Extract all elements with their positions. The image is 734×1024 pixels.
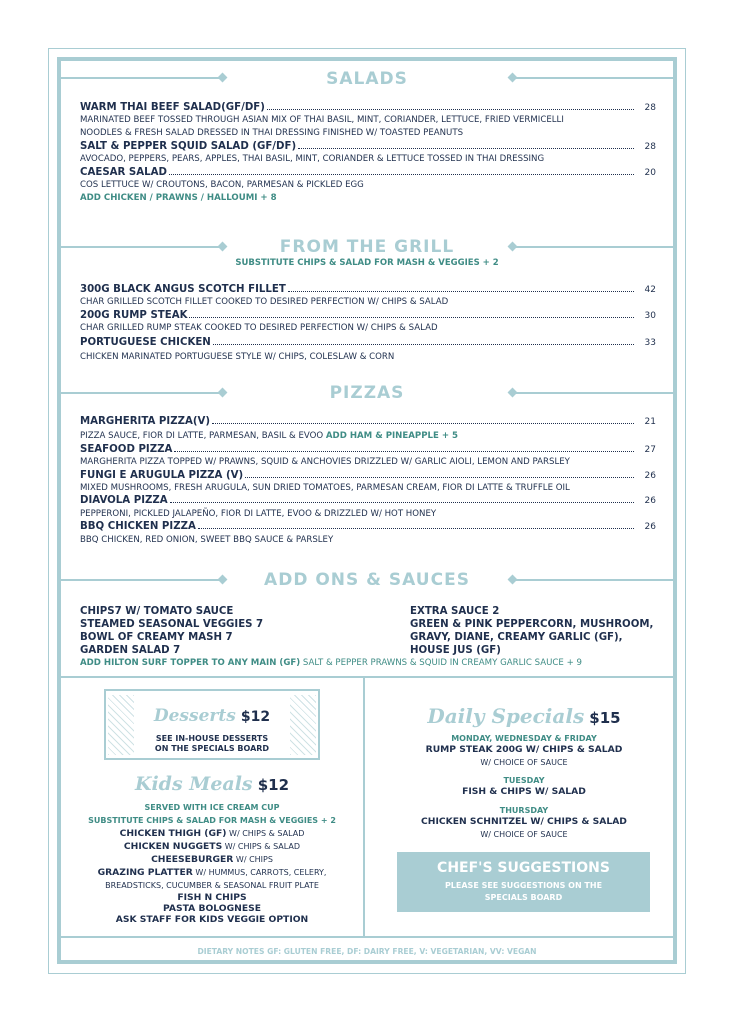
item-description: PIZZA SAUCE, FIOR DI LATTE, PARMESAN, BASIL & EVOO ADD HAM & PINEAPPLE + 5	[80, 431, 459, 441]
menu-item: FUNGI E ARUGULA PIZZA (V) 26	[80, 470, 656, 481]
addon-item: CHIPS7 W/ TOMATO SAUCE	[80, 606, 234, 617]
desserts-heading: Desserts $12	[153, 706, 271, 726]
section-title-salads: SALADS	[326, 69, 408, 89]
hatch-pattern	[290, 695, 316, 755]
special-dish: CHICKEN SCHNITZEL W/ CHIPS & SALAD	[421, 816, 627, 827]
kids-item: CHICKEN THIGH (GF) W/ CHIPS & SALAD	[119, 828, 305, 839]
box-bottom-line	[61, 936, 673, 938]
menu-item: SEAFOOD PIZZA 27	[80, 444, 656, 455]
special-day: MONDAY, WEDNESDAY & FRIDAY	[451, 734, 597, 743]
section-title-grill: FROM THE GRILL	[279, 237, 455, 257]
dietary-notes: DIETARY NOTES GF: GLUTEN FREE, DF: DAIRY FREE, V: VEGETARIAN, VV: VEGAN	[197, 947, 537, 956]
menu-item: WARM THAI BEEF SALAD(GF/DF) 28	[80, 102, 656, 113]
special-day: TUESDAY	[503, 776, 545, 785]
addon-item: GARDEN SALAD 7	[80, 645, 181, 656]
item-description: BBQ CHICKEN, RED ONION, SWEET BBQ SAUCE & PARSLEY	[80, 535, 334, 545]
item-description: CHICKEN MARINATED PORTUGUESE STYLE W/ CHIPS, COLESLAW & CORN	[80, 352, 395, 362]
kids-item: PASTA BOLOGNESE	[162, 903, 262, 914]
special-note: W/ CHOICE OF SAUCE	[480, 830, 568, 839]
sauce-item: EXTRA SAUCE 2	[410, 606, 500, 617]
kids-item: FISH N CHIPS	[177, 892, 247, 903]
special-day: THURSDAY	[499, 806, 549, 815]
item-description: PEPPERONI, PICKLED JALAPEÑO, FIOR DI LATTE, EVOO & DRIZZLED W/ HOT HONEY	[80, 509, 437, 519]
menu-item: DIAVOLA PIZZA 26	[80, 495, 656, 506]
item-description: COS LETTUCE W/ CROUTONS, BACON, PARMESAN & PICKLED EGG	[80, 180, 364, 190]
desserts-line: SEE IN-HOUSE DESSERTS	[155, 734, 269, 743]
menu-item: SALT & PEPPER SQUID SALAD (GF/DF) 28	[80, 141, 656, 152]
special-dish: FISH & CHIPS W/ SALAD	[462, 786, 586, 797]
menu-item: 200G RUMP STEAK 30	[80, 310, 656, 321]
item-description: MIXED MUSHROOMS, FRESH ARUGULA, SUN DRIED TOMATOES, PARMESAN CREAM, FIOR DI LATTE & TRUFFLE OIL	[80, 483, 570, 493]
item-description: CHAR GRILLED RUMP STEAK COOKED TO DESIRED PERFECTION W/ CHIPS & SALAD	[80, 323, 438, 333]
kids-item: GRAZING PLATTER W/ HUMMUS, CARROTS, CELERY,	[97, 867, 327, 878]
sauce-item: GRAVY, DIANE, CREAMY GARLIC (GF),	[410, 632, 623, 643]
menu-item: BBQ CHICKEN PIZZA 26	[80, 521, 656, 532]
addon-item: STEAMED SEASONAL VEGGIES 7	[80, 619, 264, 630]
kids-note: SERVED WITH ICE CREAM CUP	[144, 803, 280, 812]
chef-title: CHEF'S SUGGESTIONS	[437, 860, 610, 876]
menu-item: CAESAR SALAD 20	[80, 167, 656, 178]
kids-item: CHEESEBURGER W/ CHIPS	[151, 854, 273, 865]
salad-addon: ADD CHICKEN / PRAWNS / HALLOUMI + 8	[80, 193, 277, 203]
box-divider-vertical	[363, 676, 365, 936]
item-description: MARGHERITA PIZZA TOPPED W/ PRAWNS, SQUID & ANCHOVIES DRIZZLED W/ GARLIC AIOLI, LEMON AND PARSLEY	[80, 457, 570, 467]
menu-item: MARGHERITA PIZZA(V) 21	[80, 416, 656, 427]
kids-item: BREADSTICKS, CUCUMBER & SEASONAL FRUIT PLATE	[105, 881, 319, 890]
kids-note: SUBSTITUTE CHIPS & SALAD FOR MASH & VEGGIES + 2	[88, 816, 336, 825]
kids-item: ASK STAFF FOR KIDS VEGGIE OPTION	[115, 914, 309, 925]
box-top-line	[61, 676, 673, 678]
desserts-line: ON THE SPECIALS BOARD	[154, 744, 270, 753]
chef-line: PLEASE SEE SUGGESTIONS ON THE	[444, 881, 603, 890]
grill-subtitle: SUBSTITUTE CHIPS & SALAD FOR MASH & VEGGIES + 2	[235, 258, 499, 268]
special-dish: RUMP STEAK 200G W/ CHIPS & SALAD	[425, 744, 623, 755]
section-title-addons: ADD ONS & SAUCES	[264, 570, 470, 590]
item-description: MARINATED BEEF TOSSED THROUGH ASIAN MIX OF THAI BASIL, MINT, CORIANDER, LETTUCE, FRIED VERMICELLI	[80, 115, 564, 125]
section-title-pizzas: PIZZAS	[329, 383, 405, 403]
surf-topper: ADD HILTON SURF TOPPER TO ANY MAIN (GF) SALT & PEPPER PRAWNS & SQUID IN CREAMY GARLIC SAUCE + 9	[80, 658, 582, 668]
special-note: W/ CHOICE OF SAUCE	[480, 758, 568, 767]
daily-heading: Daily Specials $15	[427, 704, 621, 728]
item-description: CHAR GRILLED SCOTCH FILLET COOKED TO DESIRED PERFECTION W/ CHIPS & SALAD	[80, 297, 449, 307]
sauce-item: GREEN & PINK PEPPERCORN, MUSHROOM,	[410, 619, 654, 630]
chef-line: SPECIALS BOARD	[484, 893, 563, 902]
item-description: NOODLES & FRESH SALAD DRESSED IN THAI DRESSING FINISHED W/ TOASTED PEANUTS	[80, 128, 464, 138]
menu-item: PORTUGUESE CHICKEN 33	[80, 337, 656, 348]
kids-item: CHICKEN NUGGETS W/ CHIPS & SALAD	[123, 841, 301, 852]
menu-item: 300G BLACK ANGUS SCOTCH FILLET 42	[80, 284, 656, 295]
addon-item: BOWL OF CREAMY MASH 7	[80, 632, 233, 643]
hatch-pattern	[108, 695, 134, 755]
kids-heading: Kids Meals $12	[134, 773, 290, 795]
sauce-item: HOUSE JUS (GF)	[410, 645, 501, 656]
item-description: AVOCADO, PEPPERS, PEARS, APPLES, THAI BASIL, MINT, CORIANDER & LETTUCE TOSSED IN THAI DRESSING	[80, 154, 545, 164]
